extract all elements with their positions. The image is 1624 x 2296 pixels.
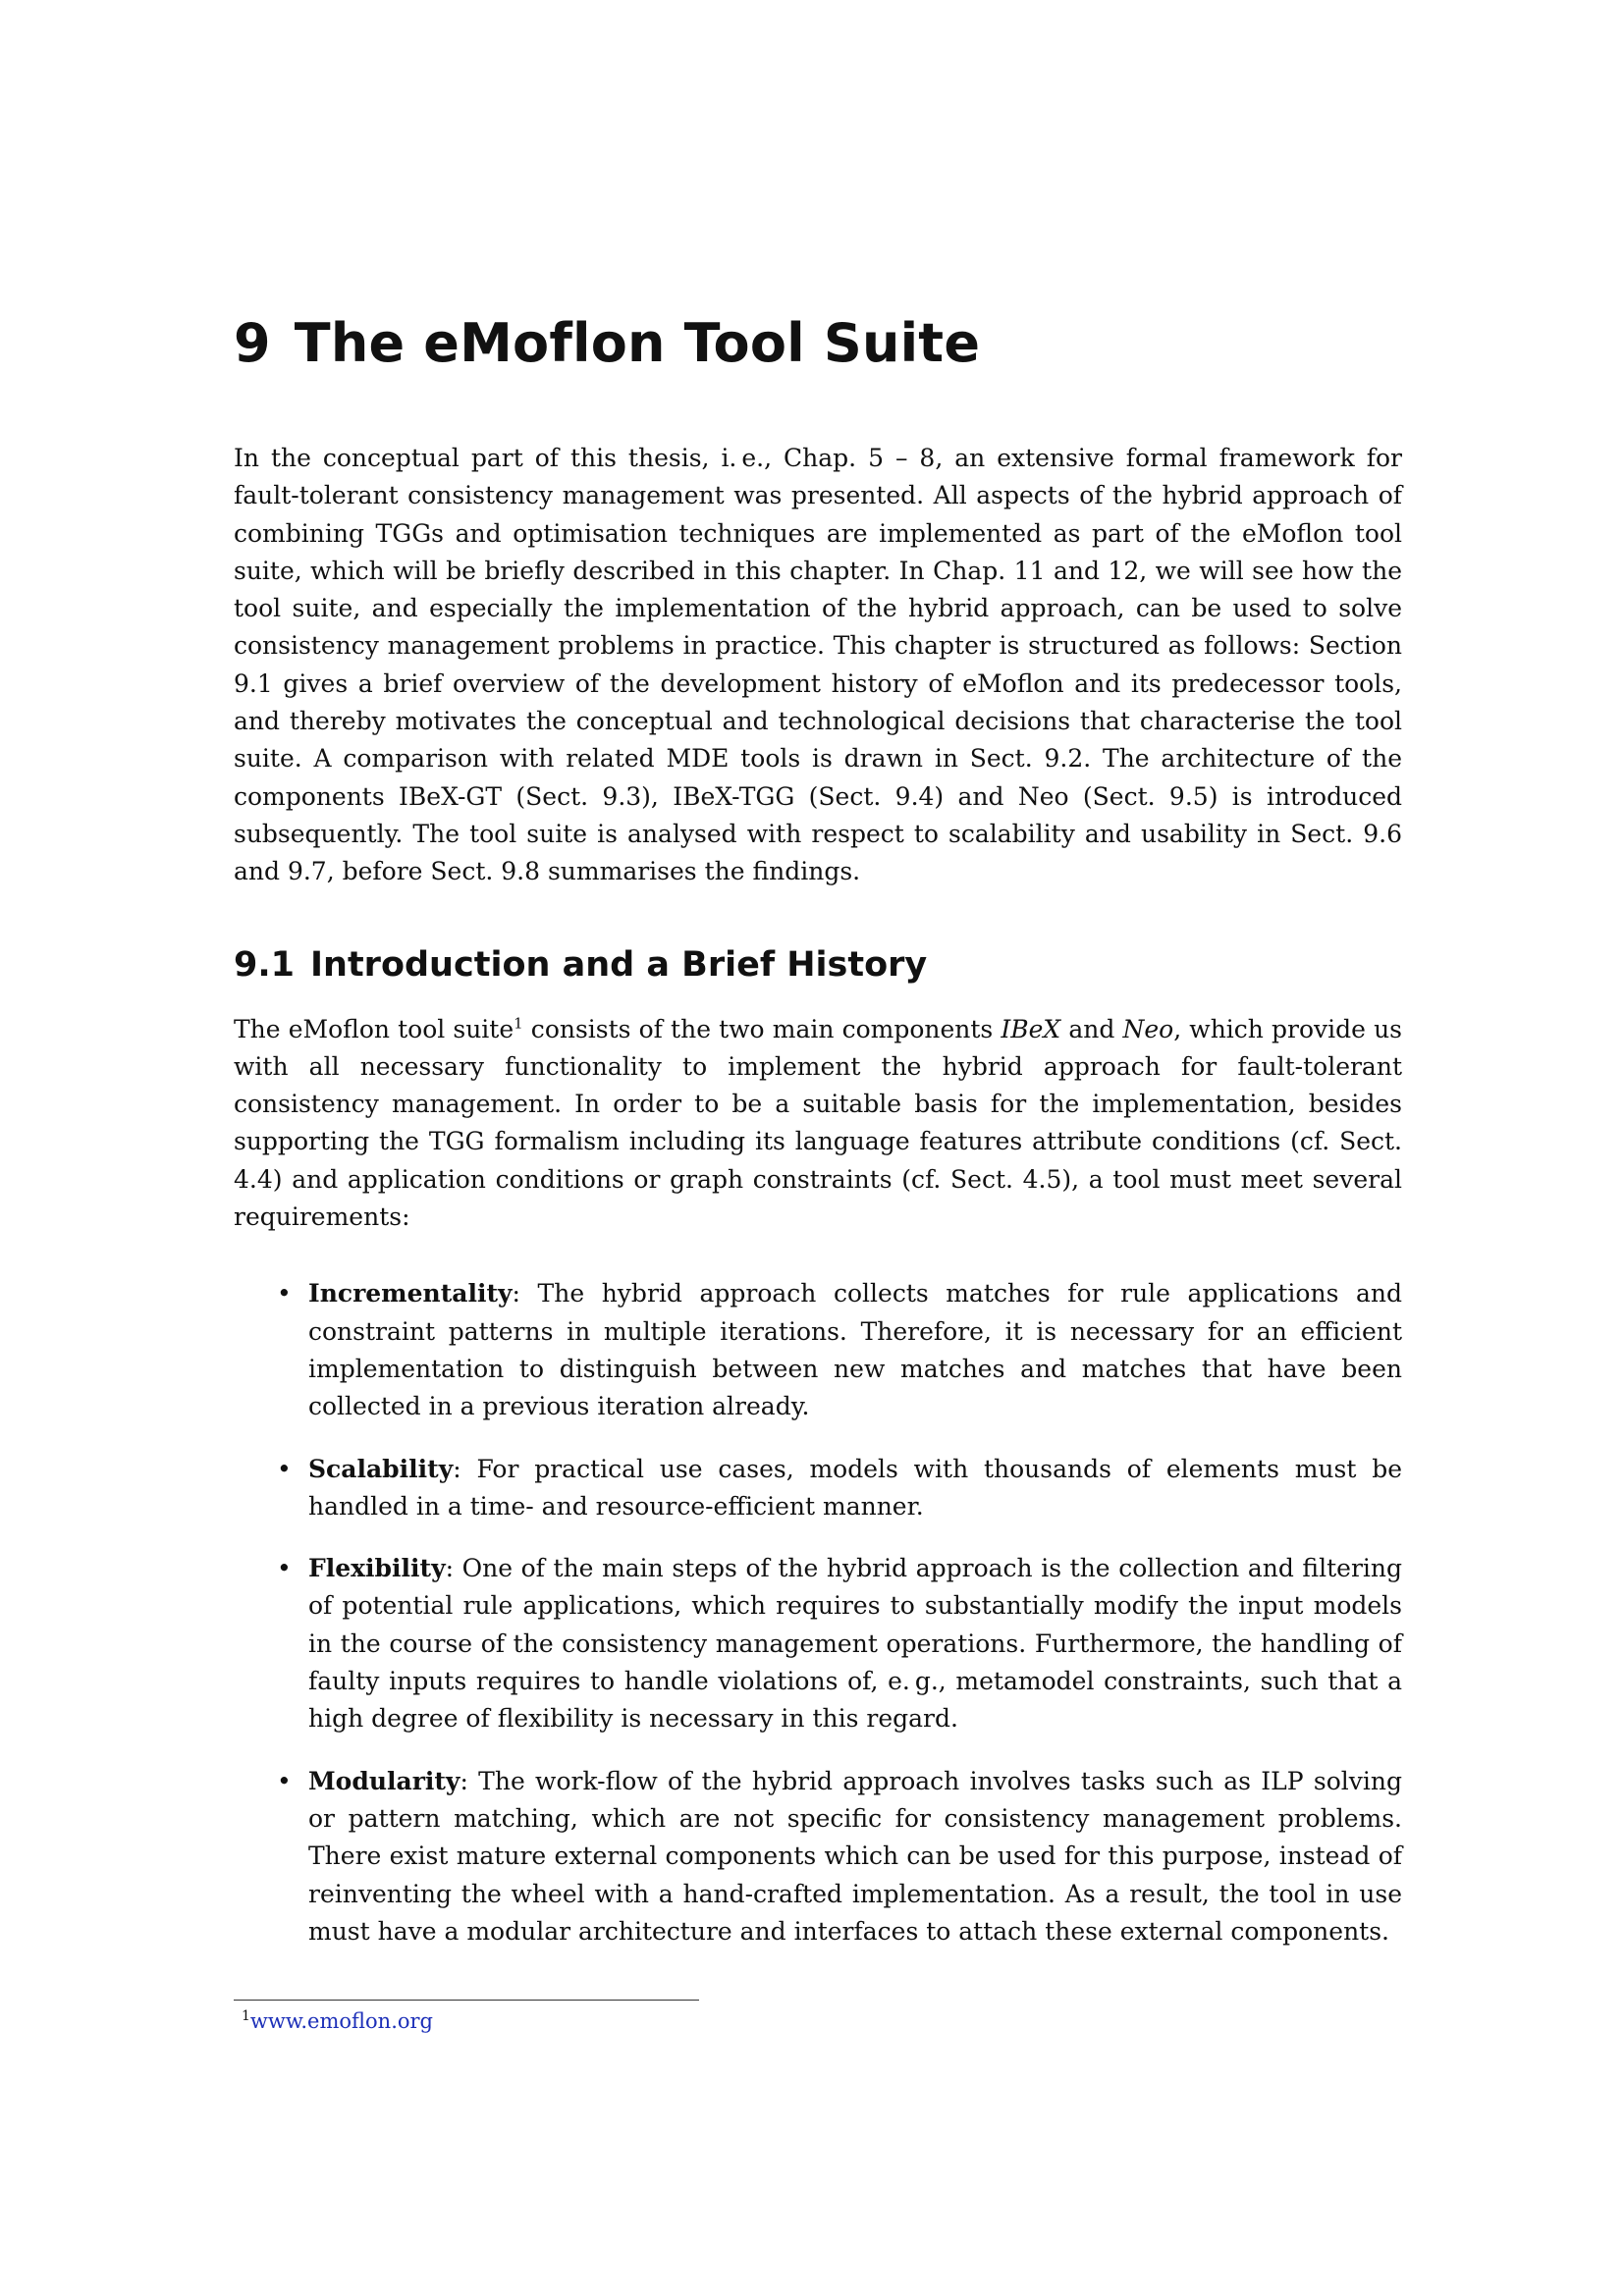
requirement-text: : One of the main steps of the hybrid approach is the collection and filtering of potential rule applications, which requires to substantially modify the input models in the course of the consistency management operations. Furthermore, the handling of faulty inputs requires to handle violations of, e. g., metamodel constraints, such that a high degree of flexibility is necessary in this regard. [308,1554,1402,1734]
requirement-item [234,1451,1402,1526]
intro-paragraph: In the conceptual part of this thesis, i. e., Chap. 5 – 8, an extensive formal framework for fault-tolerant consistency management was presented. All aspects of the hybrid approach of combining TGGs and optimisation techniques are implemented as part of the eMoflon tool suite, which will be briefly described in this chapter. In Chap. 11 and 12, we will see how the tool suite, and especially the implementation of the hybrid approach, can be used to solve consistency management problems in practice. This chapter is structured as follows: Section 9.1 gives a brief overview of the development history of eMoflon and its predecessor tools, and thereby motivates the conceptual and technological decisions that characterise the tool suite. A comparison with related MDE tools is drawn in Sect. 9.2. The architecture of the components IBeX-GT (Sect. 9.3), IBeX-TGG (Sect. 9.4) and Neo (Sect. 9.5) is introduced subsequently. The tool suite is analysed with respect to scalability and usability in Sect. 9.6 and 9.7, before Sect. 9.8 summarises the findings. [234,444,1402,886]
bullet-icon: • [277,1279,292,1308]
footnote [242,2006,433,2036]
requirement-term: Scalability [308,1454,454,1483]
section-paragraph-text: consists of the two main components [522,1014,1001,1043]
bullet-icon: • [277,1766,292,1795]
component-name-ibex: IBeX [1001,1014,1061,1043]
bullet-icon: • [277,1454,292,1483]
component-name-neo: Neo [1122,1014,1174,1043]
chapter-title-text: The eMoflon Tool Suite [294,312,981,374]
requirement-text: : The work-flow of the hybrid approach involves tasks such as ILP solving or pattern matching, which are not specific for consistency management problems. There exist mature external components which can be used for this purpose, instead of reinventing the wheel with a hand-crafted implementation. As a result, the tool in use must have a modular architecture and interfaces to attach these external components. [308,1766,1402,1946]
requirements-list [234,1275,1402,1950]
requirement-term: Flexibility [308,1554,446,1583]
footnote-link[interactable]: www.emoflon.org [249,2009,433,2033]
footnote-mark: 1 [242,2008,250,2024]
requirement-term: Modularity [308,1766,460,1795]
requirement-item [234,1763,1402,1950]
requirement-item [234,1550,1402,1737]
requirement-item [234,1275,1402,1425]
footnote-reference[interactable]: 1 [514,1014,523,1033]
requirement-text: : For practical use cases, models with thousands of elements must be handled in a time- and resource-efficient manner. [308,1454,1402,1521]
bullet-icon: • [277,1554,292,1583]
section-paragraph-text: The eMoflon tool suite [234,1014,514,1043]
section-paragraph-text: and [1060,1014,1123,1043]
section-paragraph-text: , which provide us with all necessary functionality to implement the hybrid approach for fault-tolerant consistency management. In order to be a suitable basis for the implementation, besides supporting the TGG formalism including its language features attribute conditions (cf. Sect. 4.4) and application conditions or graph constraints (cf. Sect. 4.5), a tool must meet several requirements: [234,1014,1403,1232]
section-paragraph [234,1011,1402,1237]
page-content [234,306,1402,1975]
section-title-text: Introduction and a Brief History [310,944,928,985]
requirement-text: : The hybrid approach collects matches for rule applications and constraint patterns in multiple iterations. Therefore, it is necessary for an efficient implementation to distinguish between new matches and matches that have been collected in a previous iteration already. [308,1279,1402,1421]
footnote-divider [234,2000,699,2001]
section-number: 9.1 [234,944,296,985]
requirement-term: Incrementality [308,1279,513,1308]
chapter-title [234,306,1402,381]
chapter-number: 9 [234,312,271,374]
section-title [234,940,1402,989]
